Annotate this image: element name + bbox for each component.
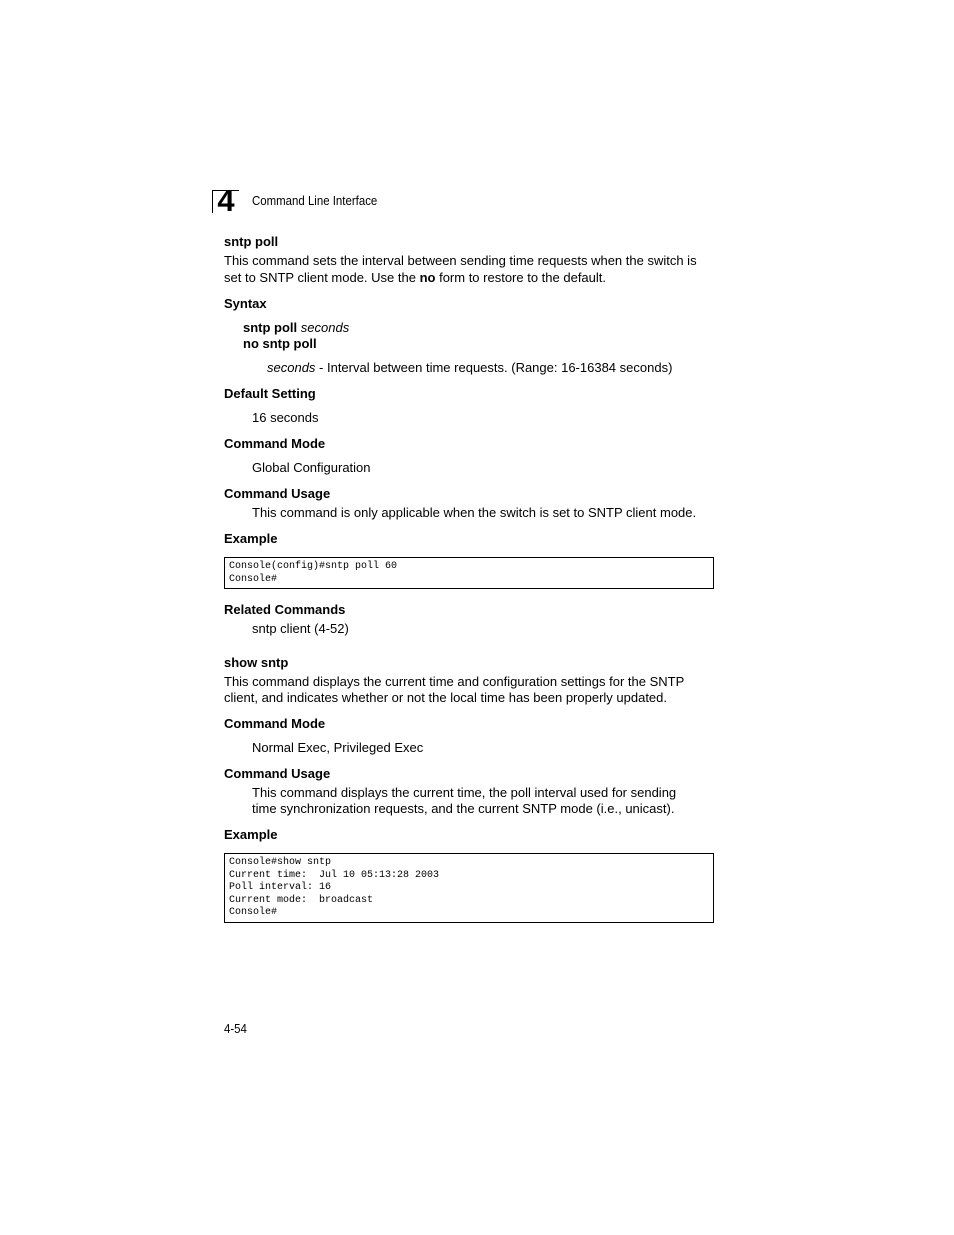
command-mode-heading: Command Mode <box>224 716 326 731</box>
command-usage-text: This command is only applicable when the switch is set to SNTP client mode. <box>252 505 697 520</box>
command-mode-heading: Command Mode <box>224 436 326 451</box>
page-number: 4-54 <box>224 1021 247 1036</box>
command-title-sntp-poll: sntp poll <box>224 234 279 249</box>
default-setting-value: 16 seconds <box>252 410 319 425</box>
description-line-1: This command sets the interval between sending time requests when the switch is <box>224 253 697 268</box>
default-setting-heading: Default Setting <box>224 386 316 401</box>
chapter-title: Command Line Interface <box>252 193 378 208</box>
chapter-number: 4 <box>217 183 235 218</box>
command-title-show-sntp: show sntp <box>224 655 289 670</box>
example-code-box: Console#show sntp Current time: Jul 10 05:13:28 2003 Poll interval: 16 Current mode: broadcast Console# <box>224 853 714 923</box>
related-commands-heading: Related Commands <box>224 602 346 617</box>
example-code-box: Console(config)#sntp poll 60 Console# <box>224 557 714 589</box>
syntax-line-1: sntp poll seconds <box>243 320 350 335</box>
command-mode-value: Global Configuration <box>252 460 371 475</box>
description-line-2: set to SNTP client mode. Use the no form to restore to the default. <box>224 270 606 285</box>
description-line-1: This command displays the current time and configuration settings for the SNTP <box>224 674 685 689</box>
example-heading: Example <box>224 531 278 546</box>
syntax-heading: Syntax <box>224 296 267 311</box>
command-usage-heading: Command Usage <box>224 486 331 501</box>
command-usage-heading: Command Usage <box>224 766 331 781</box>
parameter-seconds: seconds - Interval between time requests. (Range: 16-16384 seconds) <box>267 360 673 375</box>
description-line-2: client, and indicates whether or not the local time has been properly updated. <box>224 690 667 705</box>
command-usage-line-1: This command displays the current time, the poll interval used for sending <box>252 785 677 800</box>
command-mode-value: Normal Exec, Privileged Exec <box>252 740 424 755</box>
example-heading: Example <box>224 827 278 842</box>
syntax-line-2: no sntp poll <box>243 336 317 351</box>
related-command-link: sntp client (4-52) <box>252 621 349 636</box>
command-usage-line-2: time synchronization requests, and the current SNTP mode (i.e., unicast). <box>252 801 675 816</box>
